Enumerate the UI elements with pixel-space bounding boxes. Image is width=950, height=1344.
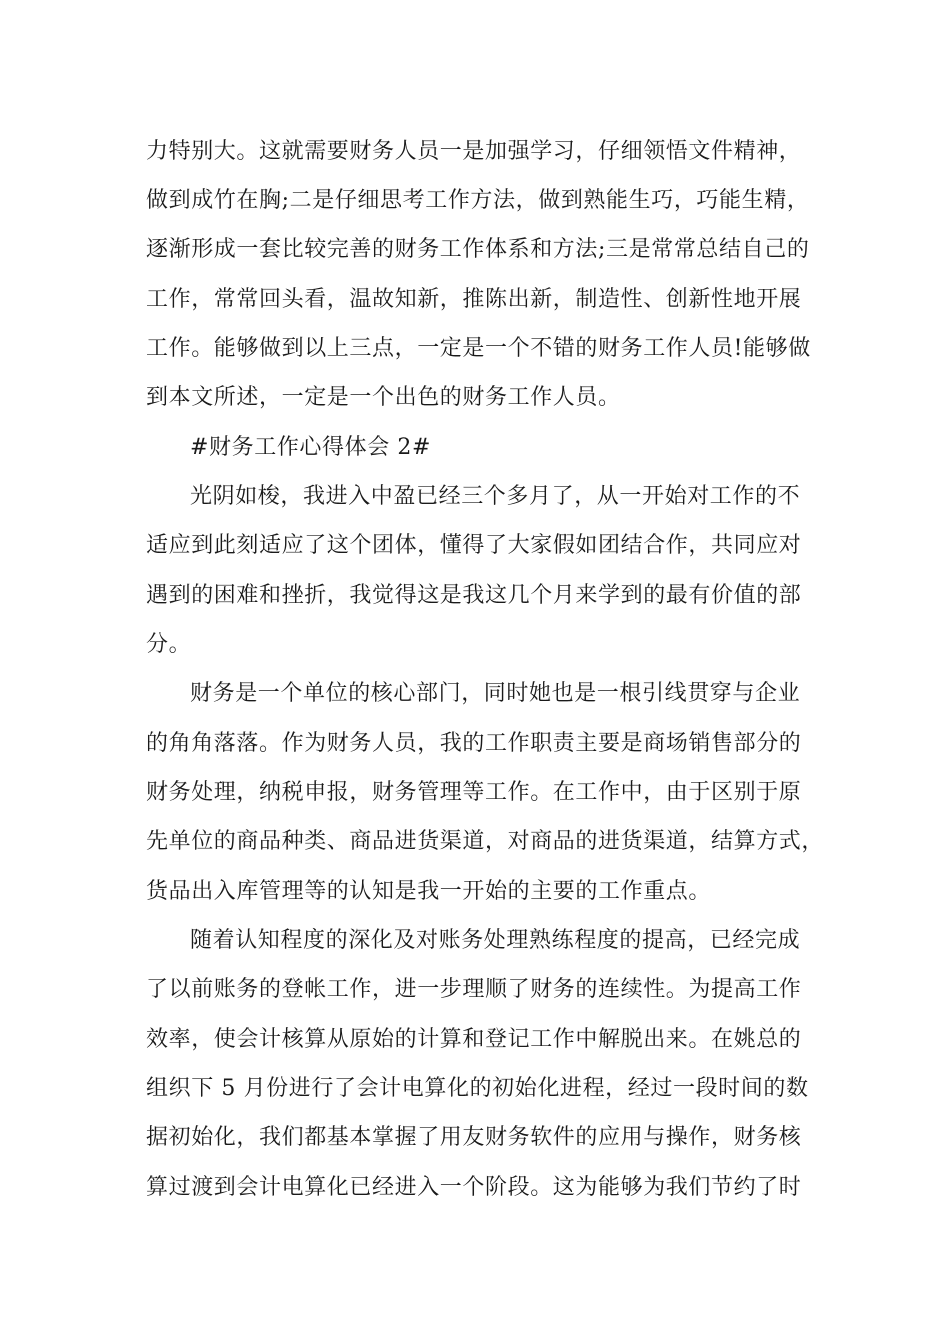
text-line: 效率，使会计核算从原始的计算和登记工作中解脱出来。在姚总的 xyxy=(146,1027,802,1052)
text-line: 做到成竹在胸;二是仔细思考工作方法，做到熟能生巧，巧能生精， xyxy=(146,188,810,213)
text-line: 分。 xyxy=(146,632,192,657)
text-line: 逐渐形成一套比较完善的财务工作体系和方法;三是常常总结自己的 xyxy=(146,237,810,262)
text-line: 组织下 5 月份进行了会计电算化的初始化进程，经过一段时间的数 xyxy=(146,1076,809,1101)
text-line: 随着认知程度的深化及对账务处理熟练程度的提高，已经完成 xyxy=(190,928,801,953)
text-line: 了以前账务的登帐工作，进一步理顺了财务的连续性。为提高工作 xyxy=(146,977,802,1002)
text-line: 财务处理，纳税申报，财务管理等工作。在工作中，由于区别于原 xyxy=(146,780,802,805)
text-line: 遇到的困难和挫折，我觉得这是我这几个月来学到的最有价值的部 xyxy=(146,583,802,608)
text-line: 到本文所述，一定是一个出色的财务工作人员。 xyxy=(146,385,621,410)
text-line: 先单位的商品种类、商品进货渠道，对商品的进货渠道，结算方式， xyxy=(146,829,825,854)
text-line: 据初始化，我们都基本掌握了用友财务软件的应用与操作，财务核 xyxy=(146,1125,802,1150)
text-line: 力特别大。这就需要财务人员一是加强学习，仔细领悟文件精神， xyxy=(146,139,802,164)
text-line: 财务是一个单位的核心部门，同时她也是一根引线贯穿与企业 xyxy=(190,681,801,706)
text-line: 的角角落落。作为财务人员，我的工作职责主要是商场销售部分的 xyxy=(146,731,802,756)
text-line: 算过渡到会计电算化已经进入一个阶段。这为能够为我们节约了时 xyxy=(146,1175,802,1200)
text-line: 适应到此刻适应了这个团体，懂得了大家假如团结合作，共同应对 xyxy=(146,533,802,558)
text-line: 货品出入库管理等的认知是我一开始的主要的工作重点。 xyxy=(146,879,712,904)
text-line: 工作，常常回头看，温故知新，推陈出新，制造性、创新性地开展 xyxy=(146,287,802,312)
section-heading: #财务工作心得体会 2# xyxy=(190,435,432,460)
text-line: 光阴如梭，我进入中盈已经三个多月了，从一开始对工作的不 xyxy=(190,484,801,509)
text-line: 工作。能够做到以上三点，一定是一个不错的财务工作人员!能够做 xyxy=(146,336,811,361)
